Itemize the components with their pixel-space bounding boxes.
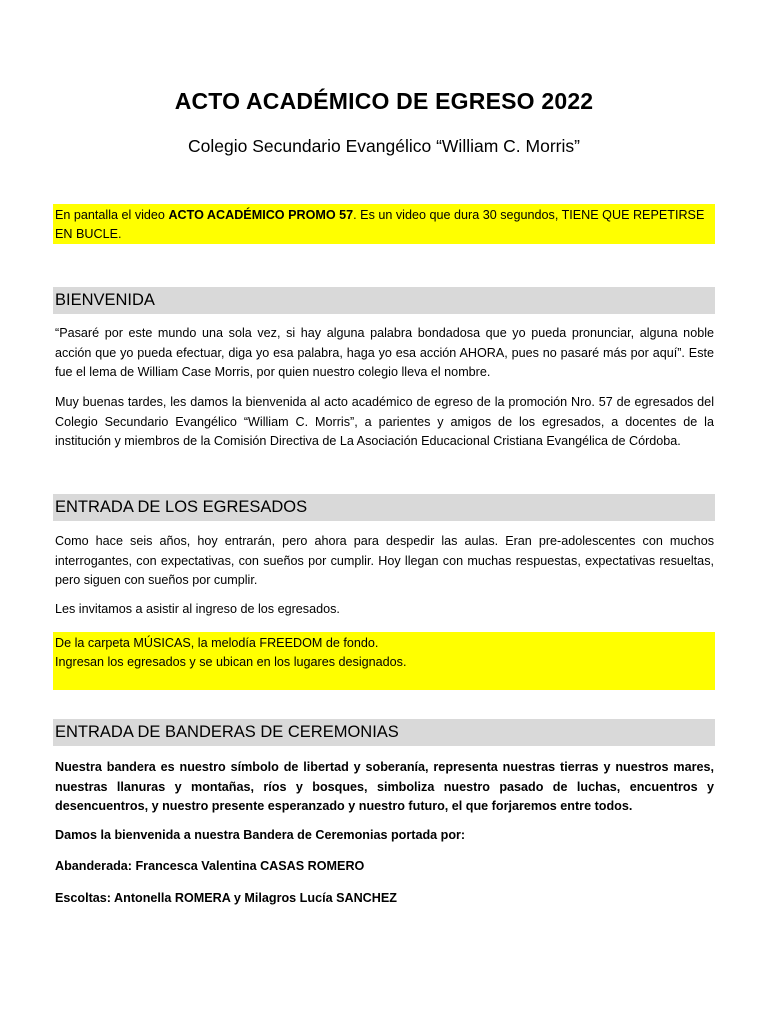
bandera-name: Bandera de Ceremonias — [243, 828, 388, 842]
section-heading-bienvenida: BIENVENIDA — [53, 287, 715, 314]
intro-note-text-end: . Es un video que dura 30 segundos, TIENE QUE REPETIRSE EN BUCLE. — [55, 208, 705, 241]
egresados-music-note — [53, 632, 715, 690]
escoltas-line: Escoltas: Antonella ROMERA y Milagros Lucía SANCHEZ — [55, 891, 397, 905]
bandera-welcome-paragraph — [55, 826, 714, 846]
document-subtitle: Colegio Secundario Evangélico “William C. Morris” — [188, 136, 580, 156]
abanderada-line: Abanderada: Francesca Valentina CASAS ROMERO — [55, 859, 365, 873]
intro-note-text: En pantalla el video — [55, 208, 169, 222]
egresados-invite-paragraph: Les invitamos a asistir al ingreso de los egresados. — [55, 602, 340, 616]
egresados-paragraph: Como hace seis años, hoy entrarán, pero ahora para despedir las aulas. Eran pre-adolescentes con muchos interrogantes, con expectativas, con sueños por cumplir. Hoy llegan con muchas respuestas, expectativas resueltas, pero siguen con sueños por cumplir. — [55, 534, 714, 587]
intro-note-video-name: ACTO ACADÉMICO PROMO 57 — [168, 208, 354, 222]
section-heading-entrada-banderas: ENTRADA DE BANDERAS DE CEREMONIAS — [53, 719, 715, 746]
document-title: ACTO ACADÉMICO DE EGRESO 2022 — [174, 88, 594, 114]
music-note-line-1: De la carpeta MÚSICAS, la melodía FREEDOM de fondo. — [55, 636, 379, 650]
bandera-welcome-prefix: Damos la bienvenida a nuestra — [55, 828, 244, 842]
music-note-line-2: Ingresan los egresados y se ubican en los lugares designados. — [55, 655, 407, 669]
intro-video-note — [53, 204, 715, 244]
bienvenida-welcome-paragraph: Muy buenas tardes, les damos la bienvenida al acto académico de egreso de la promoción Nro. 57 de egresados del Colegio Secundario Evangélico “William C. Morris”, a parientes y amigos de los egresados, a docentes de la institución y miembros de la Comisión Directiva de La Asociación Educacional Cristiana Evangélica de Córdoba. — [55, 395, 714, 448]
bandera-welcome-suffix: portada por: — [387, 828, 466, 842]
bienvenida-quote-paragraph: “Pasaré por este mundo una sola vez, si hay alguna palabra bondadosa que yo pueda pronunciar, alguna noble acción que yo pueda efectuar, diga yo esa palabra, haga yo esa acción AHORA, pues no pasaré más por aquí”. Este fue el lema de William Case Morris, por quien nuestro colegio lleva el nombre. — [55, 326, 714, 379]
section-heading-entrada-egresados: ENTRADA DE LOS EGRESADOS — [53, 494, 715, 521]
bandera-paragraph: Nuestra bandera es nuestro símbolo de libertad y soberanía, representa nuestras tierras y nuestros mares, nuestras llanuras y montañas, ríos y bosques, simboliza nuestro pasado de luchas, encuentros y desencuentros, y nuestro presente esperanzado y nuestro futuro, el que forjaremos entre todos. — [55, 760, 714, 813]
